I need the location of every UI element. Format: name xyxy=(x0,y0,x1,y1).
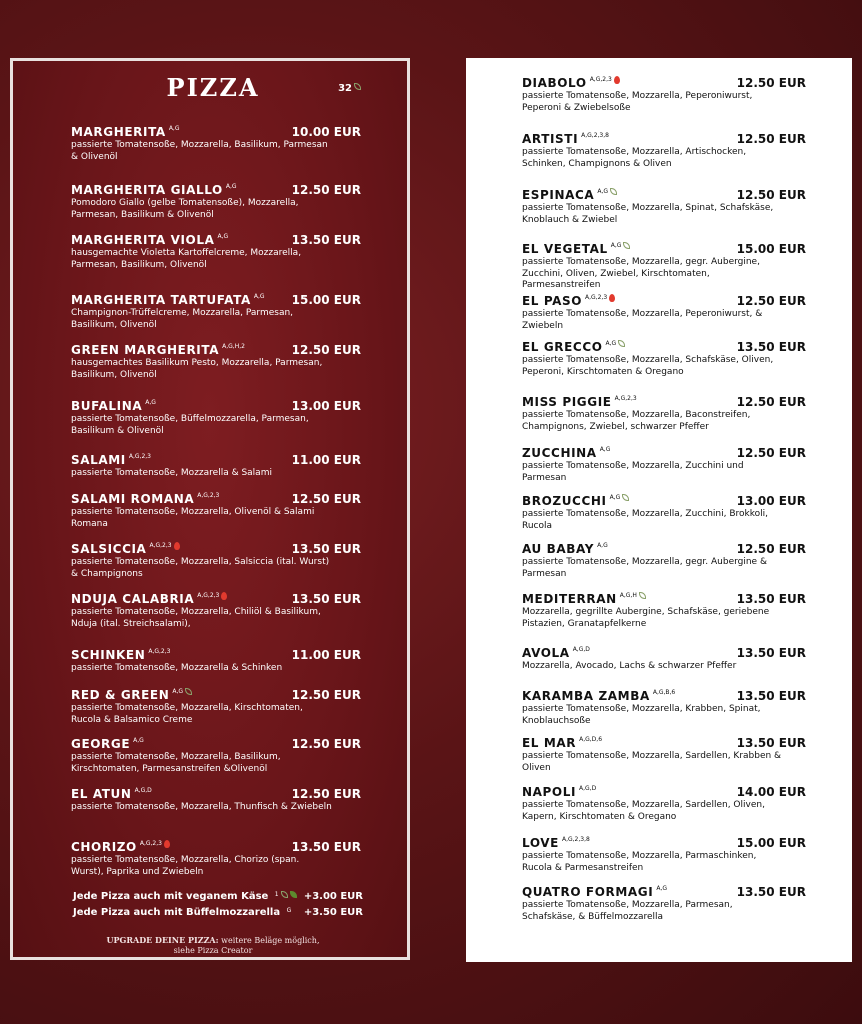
menu-item-name: EL VEGETAL $^{A,G}$ xyxy=(522,242,806,256)
menu-item-name: SCHINKEN $^{A,G,2,3}$ xyxy=(71,648,171,662)
allergen-codes: A,G xyxy=(656,885,667,892)
menu-item-price: 12.50 EUR xyxy=(736,294,806,308)
menu-item-description: passierte Tomatensoße, Mozzarella & Salami xyxy=(71,468,272,478)
allergen-codes: A,G xyxy=(605,340,617,347)
menu-item xyxy=(522,736,806,774)
menu-item-description: passierte Tomatensoße, Mozzarella, gegr. Aubergine & Parmesan xyxy=(522,557,767,579)
menu-item-price: 11.00 EUR xyxy=(291,453,361,467)
menu-item xyxy=(71,787,361,814)
menu-item-name: MARGHERITA GIALLO $^{A,G}$ xyxy=(71,183,237,197)
menu-item xyxy=(522,188,806,226)
menu-item-price: 12.50 EUR xyxy=(291,688,361,702)
menu-item-price: 12.50 EUR xyxy=(736,446,806,460)
menu-item xyxy=(71,399,361,437)
vegetarian-leaf-icon xyxy=(610,188,617,195)
menu-item-name: AU BABAY $^{A,G}$ xyxy=(522,542,608,556)
left-menu-panel xyxy=(10,58,410,960)
allergen-codes: A,G,2,3 xyxy=(197,592,220,599)
menu-item xyxy=(71,233,361,271)
allergen-codes: A,G,D xyxy=(134,787,152,794)
menu-item-description: passierte Tomatensoße, Mozzarella, Peperoniwurst, & Zwiebeln xyxy=(522,309,763,331)
chili-icon xyxy=(614,76,620,84)
menu-item-name: MARGHERITA $^{A,G}$ xyxy=(71,125,180,139)
vegetarian-leaf-icon xyxy=(354,83,361,90)
menu-item-description: passierte Tomatensoße, Mozzarella, Salsiccia (ital. Wurst) & Champignons xyxy=(71,557,330,579)
menu-item xyxy=(522,494,806,532)
menu-item xyxy=(71,592,361,630)
menu-item-price: 13.50 EUR xyxy=(736,885,806,899)
menu-item-price: 13.50 EUR xyxy=(736,689,806,703)
allergen-codes: A,G,2,3 xyxy=(148,648,171,655)
menu-item-price: 13.50 EUR xyxy=(291,840,361,854)
menu-item-description: passierte Tomatensoße, Mozzarella, Parmesan, Schafskäse, & Büffelmozzarella xyxy=(522,900,733,922)
menu-item-name: BUFALINA $^{A,G}$ xyxy=(71,399,156,413)
menu-item-name: BROZUCCHI $^{A,G}$ xyxy=(522,494,806,508)
menu-item-description: hausgemachtes Basilikum Pesto, Mozzarella, Parmesan, Basilikum, Olivenöl xyxy=(71,358,323,380)
menu-item-name: SALAMI ROMANA $^{A,G,2,3}$ xyxy=(71,492,220,506)
allergen-codes: A,G xyxy=(610,242,622,249)
allergen-codes: A,G,2,3,8 xyxy=(561,836,590,843)
menu-item xyxy=(522,885,806,923)
menu-item xyxy=(522,242,806,292)
menu-item-name: ESPINACA $^{A,G}$ xyxy=(522,188,806,202)
menu-item-name: GREEN MARGHERITA $^{A,G,H,2}$ xyxy=(71,343,245,357)
menu-item-name: ARTISTI $^{A,G,2,3,8}$ xyxy=(522,132,609,146)
allergen-codes: A,G xyxy=(225,183,237,190)
menu-item-description: Mozzarella, Avocado, Lachs & schwarzer Pfeffer xyxy=(522,661,737,671)
menu-item-description: passierte Tomatensoße, Mozzarella, Baconstreifen, Champignons, Zwiebel, schwarzer Pfeffer xyxy=(522,410,751,432)
menu-item-description: Pomodoro Giallo (gelbe Tomatensoße), Mozzarella, Parmesan, Basilikum & Olivenöl xyxy=(71,198,299,220)
allergen-codes: A,G xyxy=(168,125,180,132)
allergen-codes: A,G xyxy=(609,494,621,501)
menu-item-price: 12.50 EUR xyxy=(291,183,361,197)
menu-item-price: 15.00 EUR xyxy=(736,242,806,256)
page-number: 32 xyxy=(338,83,361,94)
menu-item xyxy=(522,340,806,378)
menu-item xyxy=(71,492,361,530)
menu-item-price: 10.00 EUR xyxy=(291,125,361,139)
menu-item-name: LOVE $^{A,G,2,3,8}$ xyxy=(522,836,590,850)
menu-item-description: hausgemachte Violetta Kartoffelcreme, Mozzarella, Parmesan, Basilikum, Olivenöl xyxy=(71,248,302,270)
menu-item-description: passierte Tomatensoße, Mozzarella, Spinat, Schafskäse, Knoblauch & Zwiebel xyxy=(522,203,774,225)
menu-item-price: 13.50 EUR xyxy=(736,736,806,750)
menu-item-description: Mozzarella, gegrillte Aubergine, Schafskäse, geriebene Pistazien, Granatapfelkerne xyxy=(522,607,770,629)
allergen-codes: A,G,2,3 xyxy=(149,542,172,549)
menu-item-description: passierte Tomatensoße, Mozzarella, Olivenöl & Salami Romana xyxy=(71,507,315,529)
menu-item-description: passierte Tomatensoße, Mozzarella, Peperoniwurst, Peperoni & Zwiebelsoße xyxy=(522,91,753,113)
vegetarian-leaf-icon xyxy=(618,340,625,347)
menu-item-name: QUATRO FORMAGI $^{A,G}$ xyxy=(522,885,667,899)
menu-item-description: passierte Tomatensoße, Büffelmozzarella, Parmesan, Basilikum & Olivenöl xyxy=(71,414,309,436)
menu-item xyxy=(71,125,361,163)
page-title: PIZZA xyxy=(166,73,260,102)
vegetarian-leaf-icon xyxy=(623,242,630,249)
menu-item-description: passierte Tomatensoße, Mozzarella, Parmaschinken, Rucola & Parmesanstreifen xyxy=(522,851,757,873)
menu-item xyxy=(522,542,806,580)
menu-item xyxy=(71,293,361,331)
menu-item-name: ZUCCHINA $^{A,G}$ xyxy=(522,446,611,460)
menu-item-name: EL ATUN $^{A,G,D}$ xyxy=(71,787,152,801)
allergen-codes: A,G xyxy=(172,688,184,695)
menu-item-name: DIABOLO $^{A,G,2,3}$ xyxy=(522,76,806,90)
menu-item xyxy=(522,689,806,727)
menu-item-name: RED & GREEN $^{A,G}$ xyxy=(71,688,361,702)
menu-item-price: 12.50 EUR xyxy=(736,188,806,202)
right-menu-panel xyxy=(466,58,852,962)
menu-item-name: KARAMBA ZAMBA $^{A,G,B,6}$ xyxy=(522,689,676,703)
menu-item-name: EL MAR $^{A,G,D,6}$ xyxy=(522,736,603,750)
menu-item-price: 14.00 EUR xyxy=(736,785,806,799)
allergen-codes: A,G xyxy=(597,188,608,195)
menu-item-price: 13.50 EUR xyxy=(291,592,361,606)
menu-item-name: SALAMI $^{A,G,2,3}$ xyxy=(71,453,151,467)
menu-item-description: passierte Tomatensoße, Mozzarella, Sardellen, Oliven, Kapern, Kirschtomaten & Oregano xyxy=(522,800,765,822)
menu-item-description: passierte Tomatensoße, Mozzarella, Chiliöl & Basilikum, Nduja (ital. Streichsalami), xyxy=(71,607,321,629)
menu-item-name: EL GRECCO $^{A,G}$ xyxy=(522,340,806,354)
menu-item-price: 12.50 EUR xyxy=(291,787,361,801)
allergen-codes: A,G,2,3,8 xyxy=(581,132,609,139)
menu-item-price: 11.00 EUR xyxy=(291,648,361,662)
vegetarian-leaf-icon xyxy=(281,891,288,898)
menu-item-description: passierte Tomatensoße, Mozzarella, Basilikum, Kirschtomaten, Parmesanstreifen &Olivenöl xyxy=(71,752,281,774)
menu-item-price: 15.00 EUR xyxy=(291,293,361,307)
menu-item xyxy=(71,183,361,221)
menu-item xyxy=(71,542,361,580)
allergen-codes: A,G,2,3 xyxy=(197,492,220,499)
menu-item xyxy=(71,453,361,480)
menu-item-description: passierte Tomatensoße, Mozzarella, Schafskäse, Oliven, Peperoni, Kirschtomaten & Oregano xyxy=(522,355,774,377)
menu-item xyxy=(71,840,361,878)
allergen-codes: A,G,2,3 xyxy=(128,453,151,460)
menu-item xyxy=(522,592,806,630)
menu-item-description: passierte Tomatensoße, Mozzarella & Schinken xyxy=(71,663,283,673)
menu-item-description: passierte Tomatensoße, Mozzarella, Artischocken, Schinken, Champignons & Oliven xyxy=(522,147,747,169)
allergen-codes: A,G,2,3 xyxy=(585,294,608,301)
allergen-codes: A,G,2,3 xyxy=(139,840,162,847)
menu-item-price: 13.00 EUR xyxy=(291,399,361,413)
vegetarian-leaf-icon xyxy=(185,688,192,695)
menu-item-price: 12.50 EUR xyxy=(736,76,806,90)
menu-item-price: 13.50 EUR xyxy=(736,592,806,606)
menu-item-name: MARGHERITA TARTUFATA $^{A,G}$ xyxy=(71,293,265,307)
menu-item xyxy=(71,737,361,775)
menu-item-description: passierte Tomatensoße, Mozzarella, Krabben, Spinat, Knoblauchsoße xyxy=(522,704,761,726)
menu-item-name: NDUJA CALABRIA $^{A,G,2,3}$ xyxy=(71,592,361,606)
allergen-codes: A,G,2,3 xyxy=(589,76,612,83)
menu-item-description: Champignon-Trüffelcreme, Mozzarella, Parmesan, Basilikum, Olivenöl xyxy=(71,308,294,330)
menu-item-description: passierte Tomatensoße, Mozzarella, Basilikum, Parmesan & Olivenöl xyxy=(71,140,328,162)
menu-item-description: passierte Tomatensoße, Mozzarella, Kirschtomaten, Rucola & Balsamico Creme xyxy=(71,703,303,725)
menu-item-description: passierte Tomatensoße, Mozzarella, gegr. Aubergine, Zucchini, Oliven, Zwiebel, Kirschtomaten, Parmesanstreifen xyxy=(522,257,760,290)
vegetarian-leaf-icon xyxy=(639,592,646,599)
allergen-codes: A,G,B,6 xyxy=(652,689,676,696)
menu-item-price: 12.50 EUR xyxy=(291,343,361,357)
menu-item xyxy=(71,688,361,726)
menu-item-price: 12.50 EUR xyxy=(291,492,361,506)
menu-item xyxy=(522,446,806,484)
allergen-codes: A,G xyxy=(253,293,265,300)
allergen-codes: A,G xyxy=(145,399,156,406)
menu-item-name: NAPOLI $^{A,G,D}$ xyxy=(522,785,597,799)
chili-icon xyxy=(221,592,227,600)
menu-item-description: passierte Tomatensoße, Mozzarella, Sardellen, Krabben & Oliven xyxy=(522,751,782,773)
menu-item-description: passierte Tomatensoße, Mozzarella, Zucchini und Parmesan xyxy=(522,461,744,483)
menu-item-price: 13.50 EUR xyxy=(291,233,361,247)
allergen-codes: A,G xyxy=(599,446,611,453)
chili-icon xyxy=(609,294,615,302)
menu-item xyxy=(71,648,361,675)
menu-item-description: passierte Tomatensoße, Mozzarella, Zucchini, Brokkoli, Rucola xyxy=(522,509,768,531)
buffalo-mozzarella-note: Jede Pizza auch mit Büffelmozzarella $^G$ +3.50 EUR xyxy=(73,907,363,918)
allergen-codes: A,G,2,3 xyxy=(614,395,637,402)
allergen-codes: A,G xyxy=(217,233,229,240)
menu-item xyxy=(522,395,806,433)
menu-item-description: passierte Tomatensoße, Mozzarella, Chorizo (span. Wurst), Paprika und Zwiebeln xyxy=(71,855,300,877)
allergen-codes: A,G,H xyxy=(619,592,637,599)
menu-item xyxy=(522,646,806,673)
menu-item-name: MISS PIGGIE $^{A,G,2,3}$ xyxy=(522,395,637,409)
menu-item-name: AVOLA $^{A,G,D}$ xyxy=(522,646,590,660)
allergen-codes: A,G,D xyxy=(572,646,590,653)
menu-item xyxy=(71,343,361,381)
menu-item-price: 13.00 EUR xyxy=(736,494,806,508)
menu-item-price: 12.50 EUR xyxy=(736,132,806,146)
menu-item-price: 12.50 EUR xyxy=(736,395,806,409)
menu-item xyxy=(522,132,806,170)
menu-item xyxy=(522,294,806,332)
allergen-codes: A,G,H,2 xyxy=(222,343,245,350)
vegan-leaf-icon xyxy=(290,891,297,898)
menu-item-price: 13.50 EUR xyxy=(736,340,806,354)
menu-item-price: 15.00 EUR xyxy=(736,836,806,850)
menu-item-name: SALSICCIA $^{A,G,2,3}$ xyxy=(71,542,361,556)
menu-item-price: 12.50 EUR xyxy=(736,542,806,556)
allergen-codes: A,G,D,6 xyxy=(579,736,603,743)
allergen-codes: A,G,D xyxy=(579,785,597,792)
vegan-cheese-note: Jede Pizza auch mit veganem Käse $^1$ +3.00 EUR xyxy=(73,891,363,902)
menu-item-name: GEORGE $^{A,G}$ xyxy=(71,737,144,751)
menu-item-price: 13.50 EUR xyxy=(736,646,806,660)
allergen-codes: A,G xyxy=(133,737,144,744)
menu-item-description: passierte Tomatensoße, Mozzarella, Thunfisch & Zwiebeln xyxy=(71,802,332,812)
allergen-codes: A,G xyxy=(597,542,608,549)
menu-item-name: CHORIZO $^{A,G,2,3}$ xyxy=(71,840,361,854)
vegetarian-leaf-icon xyxy=(622,494,629,501)
chili-icon xyxy=(164,840,170,848)
menu-item xyxy=(522,76,806,114)
menu-item-name: MARGHERITA VIOLA $^{A,G}$ xyxy=(71,233,229,247)
menu-item-price: 13.50 EUR xyxy=(291,542,361,556)
menu-item xyxy=(522,785,806,823)
upgrade-note: UPGRADE DEINE PIZZA: weitere Beläge möglich, siehe Pizza Creator xyxy=(106,935,320,955)
menu-item-price: 12.50 EUR xyxy=(291,737,361,751)
menu-item-name: MEDITERRAN $^{A,G,H}$ xyxy=(522,592,806,606)
menu-item-name: EL PASO $^{A,G,2,3}$ xyxy=(522,294,806,308)
chili-icon xyxy=(174,542,180,550)
menu-item xyxy=(522,836,806,874)
